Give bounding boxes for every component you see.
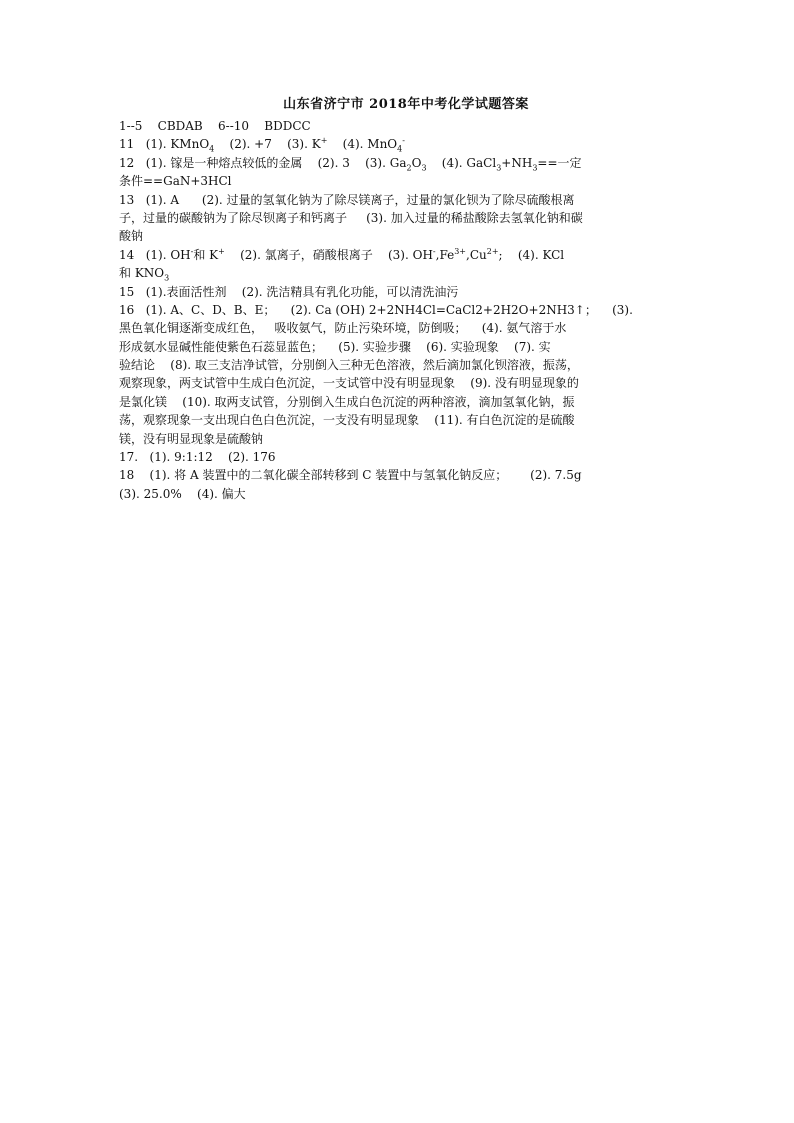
text: (2). +7 (3). K — [214, 137, 321, 152]
superscript: 2+ — [486, 246, 499, 256]
answer-line-12-cont: 条件==GaN+3HCl — [119, 174, 232, 189]
answer-line-16-cont: 是氯化镁 (10). 取两支试管，分别倒入生成白色沉淀的两种溶液，滴加氢氧化钠，振 — [119, 394, 575, 409]
superscript: + — [320, 136, 328, 146]
text: (4). GaCl — [426, 155, 497, 170]
superscript: 3+ — [454, 246, 467, 256]
subscript: 3 — [164, 273, 170, 283]
answer-line-1-10: 1--5 CBDAB 6--10 BDDCC — [119, 119, 311, 133]
answer-line-18-cont: (3). 25.0% (4). 偏大 — [119, 486, 246, 501]
answer-line-16-cont: 观察现象，两支试管中生成白色沉淀，一支试管中没有明显现象 (9). 没有明显现象的 — [119, 376, 579, 391]
answer-line-16-cont: 荡，观察现象一支出现白色白色沉淀，一支没有明显现象 (11). 有白色沉淀的是硫酸 — [119, 413, 575, 428]
text: ; (4). KCl — [498, 247, 565, 262]
text: ,Cu — [466, 247, 487, 262]
text: (4). MnO — [327, 137, 398, 152]
answer-line-11 — [119, 135, 677, 153]
text: 11 (1). KMnO — [119, 137, 210, 152]
answer-line-16-cont: 镁，没有明显现象是硫酸钠 — [119, 431, 264, 446]
text: 和 K — [193, 247, 219, 262]
answer-line-13-cont: 子，过量的碳酸钠为了除尽钡离子和钙离子 (3). 加入过量的稀盐酸除去氢氧化钠和碳 — [119, 210, 583, 225]
text: (2). 氯离子，硝酸根离子 (3). OH — [224, 247, 433, 262]
page-title: 山东省济宁市 2018年中考化学试题答案 — [283, 97, 529, 112]
answer-line-14-cont — [119, 264, 677, 282]
subscript: 2 — [406, 163, 412, 173]
answer-line-16: 16 (1). A、C、D、B、E； (2). Ca (OH) 2+2NH4Cl=CaCl2+2H2O+2NH3↑； (3). — [119, 302, 633, 317]
answer-line-13-cont: 酸钠 — [119, 229, 144, 244]
answer-line-13: 13 (1). A (2). 过量的氢氧化钠为了除尽镁离子，过量的氯化钡为了除尽硫酸根离 — [119, 192, 575, 207]
text: 12 (1). 镓是一种熔点较低的金属 (2). 3 (3). Ga — [119, 155, 407, 170]
superscript: + — [218, 246, 225, 256]
answer-line-16-cont: 验结论 (8). 取三支洁净试管，分别倒入三种无色溶液，然后滴加氯化钡溶液，振荡， — [119, 358, 579, 373]
superscript: - — [432, 246, 436, 256]
text: ,Fe — [435, 247, 455, 262]
subscript: 4 — [397, 144, 403, 154]
answer-line-17: 17. (1). 9:1:12 (2). 176 — [119, 450, 276, 465]
subscript: 4 — [209, 144, 215, 154]
subscript: 3 — [532, 163, 538, 173]
text: 和 KNO — [119, 266, 165, 281]
text: +NH — [501, 155, 533, 170]
subscript: 3 — [496, 163, 502, 173]
text: O — [411, 155, 422, 170]
subscript: 3 — [421, 163, 427, 173]
answer-line-14 — [119, 246, 677, 264]
superscript: - — [190, 246, 194, 256]
answer-line-12 — [119, 154, 677, 172]
superscript: - — [402, 136, 405, 146]
answer-line-16-cont: 形成氨水显碱性能使紫色石蕊显蓝色； (5). 实验步骤 (6). 实验现象 (7). 实 — [119, 339, 551, 354]
answer-line-15: 15 (1).表面活性剂 (2). 洗洁精具有乳化功能，可以清洗油污 — [119, 284, 459, 299]
text: ==一定 — [537, 155, 582, 170]
answer-body — [119, 117, 677, 503]
text: 14 (1). OH — [119, 247, 191, 262]
answer-line-18: 18 (1). 将 A 装置中的二氧化碳全部转移到 C 装置中与氢氧化钠反应； (2). 7.5g — [119, 468, 582, 483]
answer-line-16-cont: 黑色氧化铜逐渐变成红色， 吸收氨气，防止污染环境，防倒吸； (4). 氨气溶于水 — [119, 321, 567, 336]
